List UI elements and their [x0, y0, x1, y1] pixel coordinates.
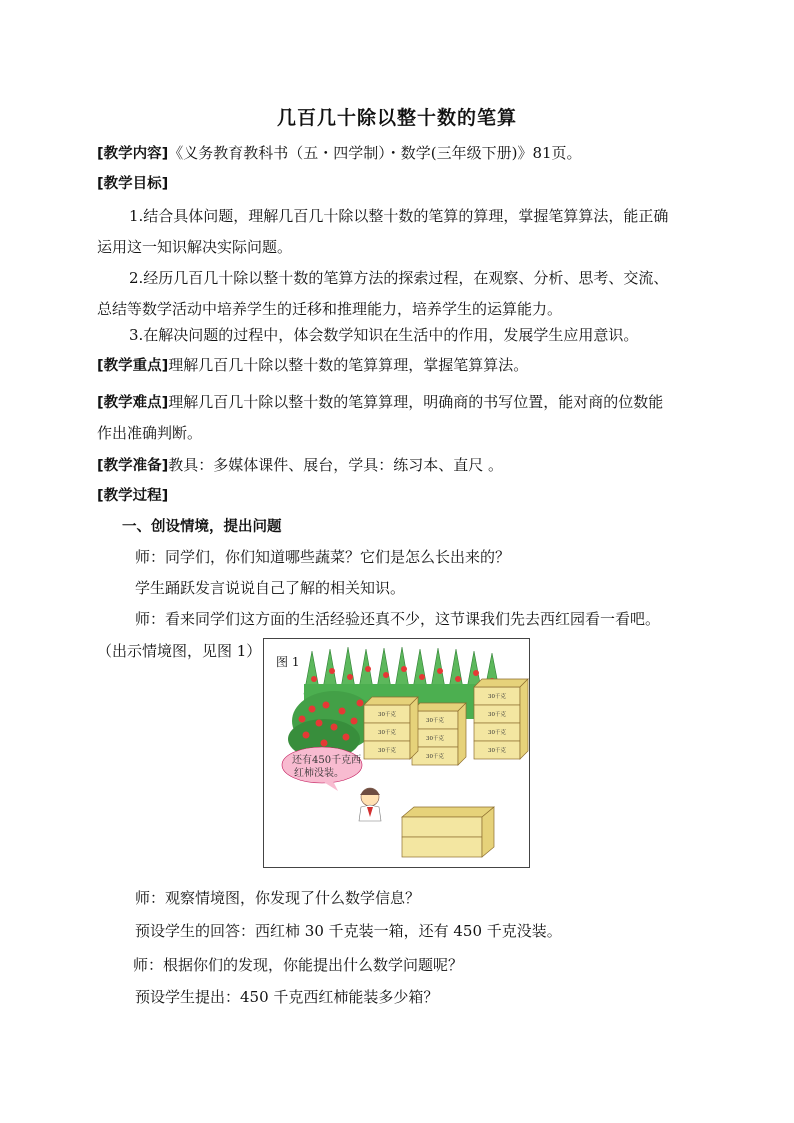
- after-figure-line-4: 预设学生提出：450 千克西红柿能装多少箱？: [135, 988, 439, 1006]
- after-figure-line-2: 预设学生的回答：西红柿 30 千克装一箱，还有 450 千克没装。: [135, 922, 562, 940]
- svg-text:30千克: 30千克: [488, 730, 506, 736]
- goals-label: [教学目标]: [97, 176, 169, 192]
- svg-text:30千克: 30千克: [378, 712, 396, 718]
- svg-text:30千克: 30千克: [488, 694, 506, 700]
- svg-text:30千克: 30千克: [426, 754, 444, 760]
- svg-text:30千克: 30千克: [488, 712, 506, 718]
- page-title: 几百几十除以整十数的笔算: [276, 107, 517, 129]
- content-label: [教学内容]: [97, 146, 169, 162]
- section-heading: 一、创设情境，提出问题: [122, 519, 282, 535]
- svg-text:30千克: 30千克: [488, 748, 506, 754]
- goal-line-4: 总结等数学活动中培养学生的迁移和推理能力，培养学生的运算能力。: [97, 300, 563, 318]
- difficulty-text-1: 理解几百几十除以整十数的笔算算理，明确商的书写位置，能对商的位数能: [168, 393, 664, 411]
- dialogue-line-2: 学生踊跃发言说说自己了解的相关知识。: [135, 579, 406, 597]
- after-figure-line-3: 师：根据你们的发现，你能提出什么数学问题呢？: [133, 956, 464, 974]
- empty-crates: [402, 807, 494, 857]
- after-figure-line-1: 师：观察情境图，你发现了什么数学信息？: [135, 889, 421, 907]
- process-label: [教学过程]: [97, 488, 169, 504]
- figure-label: 图 1: [276, 655, 300, 669]
- goal-line-1: 1.结合具体问题，理解几百几十除以整十数的笔算的算理，掌握笔算算法，能正确: [129, 207, 669, 225]
- difficulty-label: [教学难点]: [97, 395, 169, 411]
- dialogue-line-1: 师：同学们，你们知道哪些蔬菜？它们是怎么长出来的？: [135, 548, 511, 566]
- content-text: 《义务教育教科书（五・四学制）・数学(三年级下册)》81页。: [168, 144, 582, 162]
- prep-label: [教学准备]: [97, 458, 169, 474]
- girl-illustration: [359, 788, 381, 821]
- speech-bubble: [282, 747, 362, 791]
- prep-line: [97, 455, 503, 476]
- key-point-label: [教学重点]: [97, 358, 169, 374]
- tomato-garden-illustration: [264, 639, 529, 867]
- dialogue-line-3: 师：看来同学们这方面的生活经验还真不少，这节课我们先去西红园看一看吧。: [135, 610, 661, 628]
- prep-text: 教具：多媒体课件、展台，学具：练习本、直尺 。: [168, 456, 504, 474]
- svg-text:30千克: 30千克: [378, 730, 396, 736]
- key-point-text: 理解几百几十除以整十数的笔算算理，掌握笔算算法。: [168, 356, 529, 374]
- svg-text:还有450千克西: 还有450千克西: [292, 755, 362, 766]
- svg-text:30千克: 30千克: [378, 748, 396, 754]
- goal-line-5: 3.在解决问题的过程中，体会数学知识在生活中的作用，发展学生应用意识。: [129, 326, 639, 344]
- difficulty-line-2: 作出准确判断。: [97, 424, 203, 442]
- content-line: [97, 143, 582, 164]
- goal-line-3: 2.经历几百几十除以整十数的笔算方法的探索过程，在观察、分析、思考、交流、: [129, 269, 669, 287]
- figure-1: [263, 638, 530, 868]
- svg-text:30千克: 30千克: [426, 736, 444, 742]
- svg-text:红柿没装。: 红柿没装。: [294, 768, 344, 779]
- difficulty-line-1: [97, 392, 663, 413]
- svg-text:30千克: 30千克: [426, 718, 444, 724]
- key-point-line: [97, 355, 528, 376]
- dialogue-line-4: （出示情境图，见图 1）: [97, 642, 262, 660]
- goal-line-2: 运用这一知识解决实际问题。: [97, 238, 293, 256]
